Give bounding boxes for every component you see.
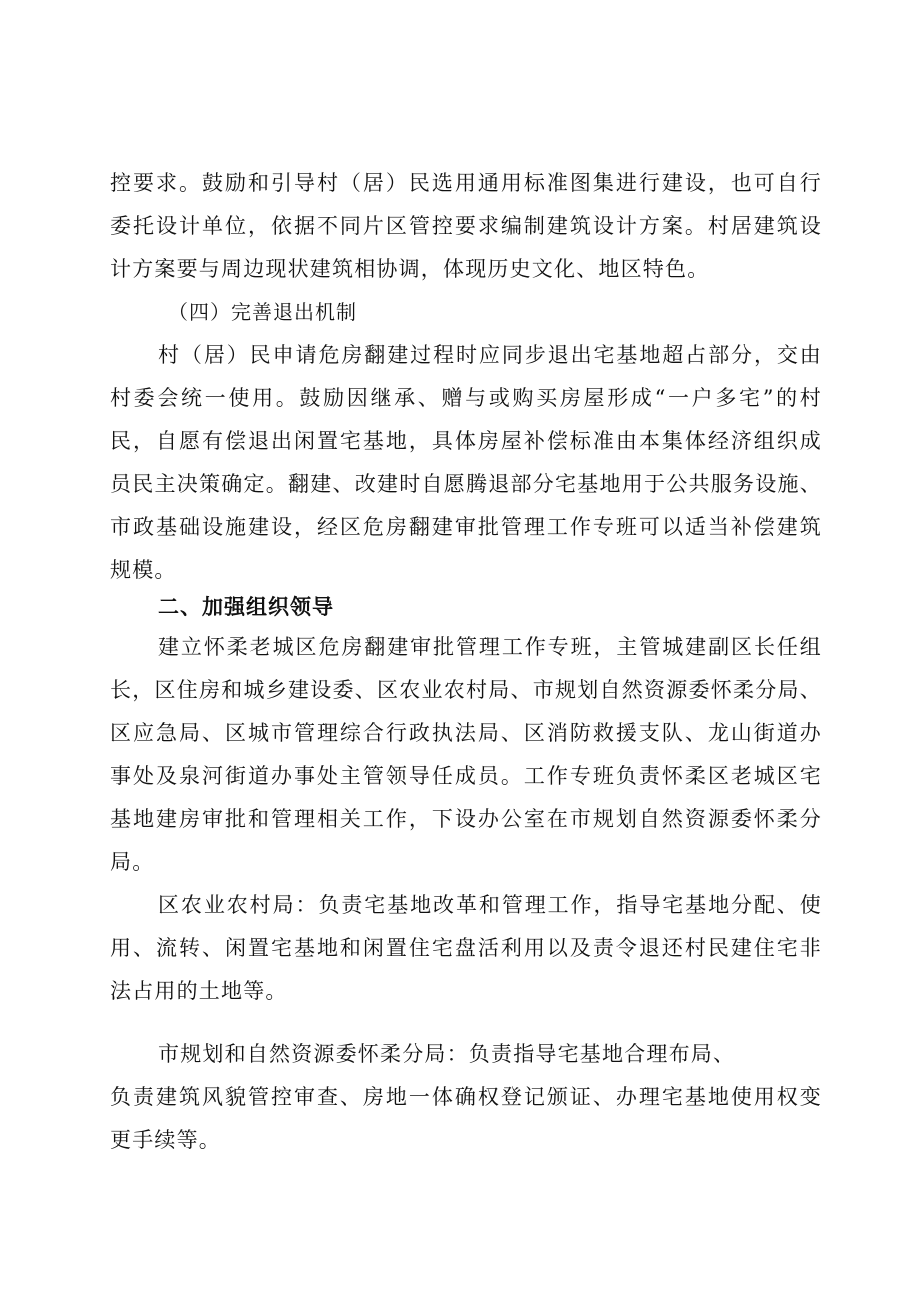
text-line: 规模。: [110, 558, 177, 582]
text-line: 区应急局、区城市管理综合行政执法局、区消防救援支队、龙山街道办: [110, 721, 822, 745]
text-line: 村委会统一使用。鼓励因继承、赠与或购买房屋形成“一户多宅”的村: [110, 386, 822, 410]
text-line: 计方案要与周边现状建筑相协调，体现历史文化、地区特色。: [110, 257, 710, 281]
text-line: 负责建筑风貌管控审查、房地一体确权登记颁证、办理宅基地使用权变: [110, 1085, 822, 1109]
text-line: 基地建房审批和管理相关工作，下设办公室在市规划自然资源委怀柔分: [110, 807, 822, 831]
text-line: 委托设计单位，依据不同片区管控要求编制建筑设计方案。村居建筑设: [110, 214, 822, 238]
subsection-title: （四）完善退出机制: [168, 300, 357, 324]
text-line: 市政基础设施建设，经区危房翻建审批管理工作专班可以适当补偿建筑: [110, 515, 822, 539]
section-title: 二、加强组织领导: [158, 595, 334, 619]
text-line: 事处及泉河街道办事处主管领导任成员。工作专班负责怀柔区老城区宅: [110, 764, 822, 788]
text-line: 控要求。鼓励和引导村（居）民选用通用标准图集进行建设，也可自行: [110, 171, 822, 195]
text-line: 建立怀柔老城区危房翻建审批管理工作专班，主管城建副区长任组: [158, 635, 822, 659]
text-line: 法占用的土地等。: [110, 979, 288, 1003]
text-line: 长，区住房和城乡建设委、区农业农村局、市规划自然资源委怀柔分局、: [110, 678, 822, 702]
text-line: 用、流转、闲置宅基地和闲置住宅盘活利用以及责令退还村民建住宅非: [110, 936, 822, 960]
text-line: 市规划和自然资源委怀柔分局：负责指导宅基地合理布局、: [158, 1042, 736, 1066]
text-line: 村（居）民申请危房翻建过程时应同步退出宅基地超占部分，交由: [158, 343, 822, 367]
text-line: 民，自愿有偿退出闲置宅基地，具体房屋补偿标准由本集体经济组织成: [110, 429, 822, 453]
text-line: 更手续等。: [110, 1128, 221, 1152]
text-line: 局。: [110, 850, 155, 874]
text-line: 区农业农村局：负责宅基地改革和管理工作，指导宅基地分配、使: [158, 893, 822, 917]
text-line: 员民主决策确定。翻建、改建时自愿腾退部分宅基地用于公共服务设施、: [110, 472, 822, 496]
